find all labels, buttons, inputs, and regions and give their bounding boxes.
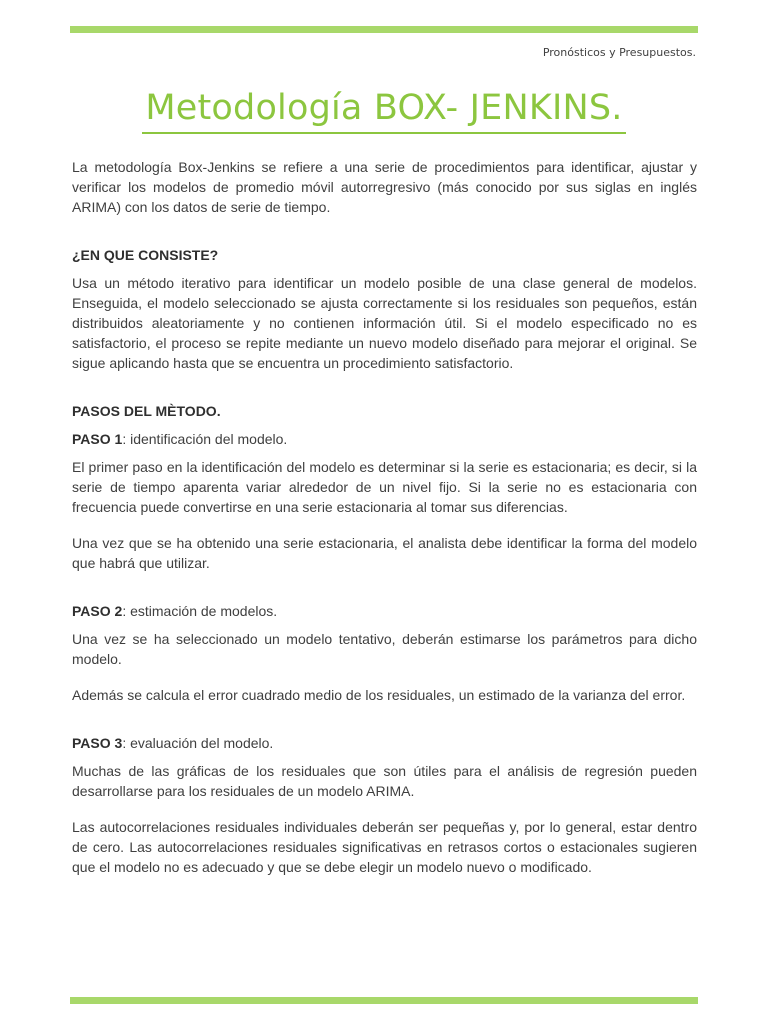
step-2-subtitle: : estimación de modelos. bbox=[122, 603, 278, 619]
section-heading-consiste: ¿EN QUE CONSISTE? bbox=[72, 247, 219, 263]
step-1-paragraph-1: El primer paso en la identificación del modelo es determinar si la serie es estacionaria; es decir, si la serie de tiempo aparenta variar alrededor de un nivel fijo. Si la serie no es estacionaria con frecuencia puede convertirse en una serie estacionaria al tomar sus diferencias. bbox=[72, 459, 697, 515]
consiste-paragraph: Usa un método iterativo para identificar un modelo posible de una clase general de modelos. Enseguida, el modelo seleccionado se ajusta correctamente si los residuales son pequeños, están distribuidos aleatoriamente y no contienen información útil. Si el modelo especificado no es satisfactorio, el proceso se repite mediante un nuevo modelo diseñado para mejorar el original. Se sigue aplicando hasta que se encuentra un procedimiento satisfactorio. bbox=[72, 275, 697, 371]
step-2-label: PASO 2 bbox=[72, 603, 123, 619]
step-2-paragraph-1: Una vez se ha seleccionado un modelo tentativo, deberán estimarse los parámetros para dicho modelo. bbox=[72, 631, 697, 667]
step-3-label: PASO 3 bbox=[72, 735, 123, 751]
step-1-heading bbox=[72, 429, 697, 449]
bottom-decorative-bar bbox=[70, 997, 698, 1004]
section-heading-pasos: PASOS DEL MÈTODO. bbox=[72, 403, 221, 419]
document-title: Metodología BOX- JENKINS. bbox=[142, 88, 625, 134]
intro-paragraph: La metodología Box-Jenkins se refiere a una serie de procedimientos para identificar, ajustar y verificar los modelos de promedio móvil autorregresivo (más conocido por sus siglas en inglés ARIMA) con los datos de serie de tiempo. bbox=[72, 159, 697, 215]
step-2-paragraph-2: Además se calcula el error cuadrado medio de los residuales, un estimado de la varianza del error. bbox=[72, 687, 686, 703]
step-3-paragraph-1: Muchas de las gráficas de los residuales que son útiles para el análisis de regresión pueden desarrollarse para los residuales de un modelo ARIMA. bbox=[72, 763, 697, 799]
step-2-heading bbox=[72, 601, 697, 621]
title-container bbox=[0, 88, 768, 134]
top-decorative-bar bbox=[70, 26, 698, 33]
running-header: Pronósticos y Presupuestos. bbox=[542, 46, 696, 59]
step-1-paragraph-2: Una vez que se ha obtenido una serie estacionaria, el analista debe identificar la forma del modelo que habrá que utilizar. bbox=[72, 535, 697, 571]
document-body bbox=[72, 157, 697, 877]
step-1-subtitle: : identificación del modelo. bbox=[122, 431, 288, 447]
step-1-label: PASO 1 bbox=[72, 431, 123, 447]
step-3-heading bbox=[72, 733, 697, 753]
step-3-paragraph-2: Las autocorrelaciones residuales individuales deberán ser pequeñas y, por lo general, estar dentro de cero. Las autocorrelaciones residuales significativas en retrasos cortos o estacionales sugieren que el modelo no es adecuado y que se debe elegir un modelo nuevo o modificado. bbox=[72, 819, 697, 875]
step-3-subtitle: : evaluación del modelo. bbox=[122, 735, 274, 751]
